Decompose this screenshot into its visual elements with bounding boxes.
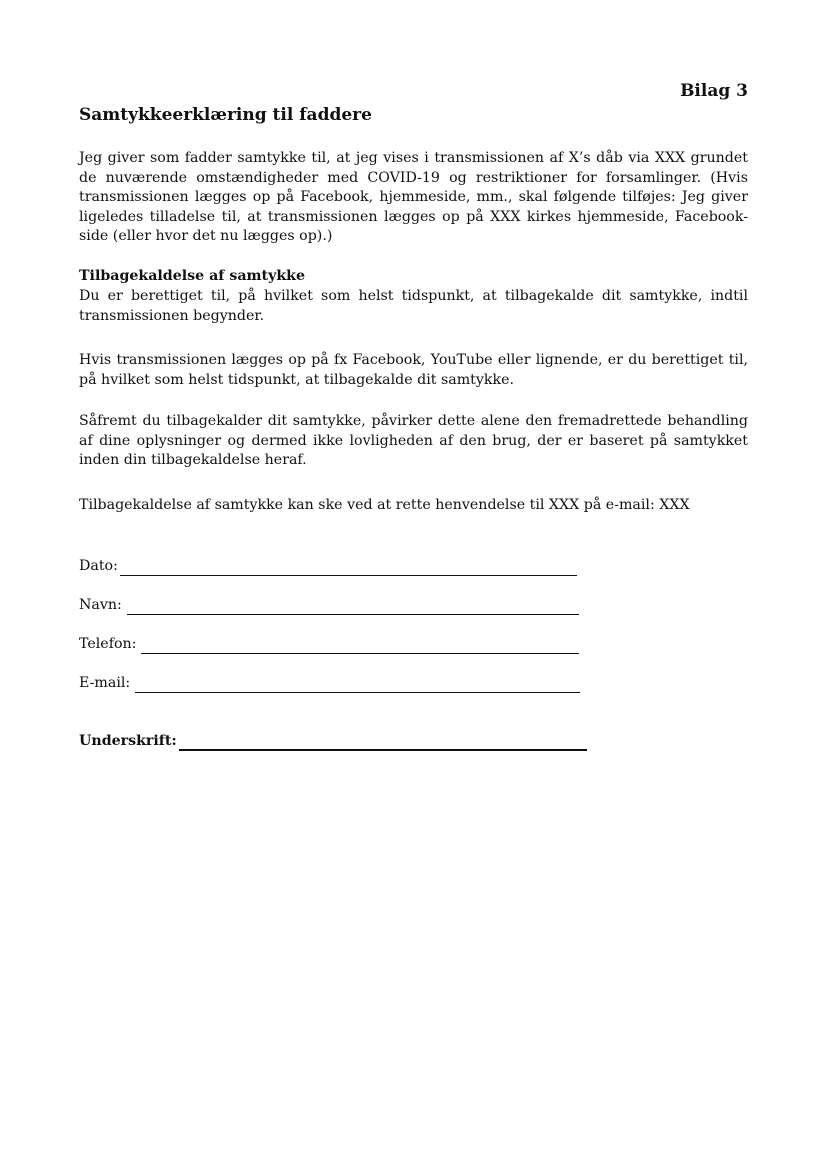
email-field-row <box>79 673 580 693</box>
signature-line[interactable] <box>179 735 587 751</box>
withdrawal-paragraph: Du er berettiget til, på hvilket som helst tidspunkt, at tilbagekalde dit samtykke, indtil transmissionen begynder. <box>79 288 748 324</box>
consent-paragraph: Jeg giver som fadder samtykke til, at jeg vises i transmissionen af X’s dåb via XXX grundet de nuværende omstændigheder med COVID-19 og restriktioner for forsamlinger. (Hvis transmissionen lægges op på Facebook, hjemmeside, mm., skal følgende tilføjes: Jeg giver ligeledes tilladelse til, at transmissionen lægges op på XXX kirkes hjemmeside, Facebook-side (eller hvor det nu lægges op).) <box>79 150 748 245</box>
withdrawal-effect-paragraph: Såfremt du tilbagekalder dit samtykke, påvirker dette alene den fremadrettede behandling af dine oplysninger og dermed ikke lovligheden af den brug, der er baseret på samtykket inden din tilbagekaldelse heraf. <box>79 413 748 469</box>
document-title: Samtykkeerklæring til faddere <box>79 105 372 125</box>
name-label: Navn: <box>79 597 122 613</box>
email-line[interactable] <box>135 678 580 693</box>
name-line[interactable] <box>127 600 579 615</box>
phone-label: Telefon: <box>79 636 137 652</box>
date-label: Dato: <box>79 558 118 574</box>
signature-label: Underskrift: <box>79 733 177 749</box>
phone-field-row <box>79 634 579 654</box>
withdrawal-contact-paragraph: Tilbagekaldelse af samtykke kan ske ved at rette henvendelse til XXX på e-mail: XXX <box>79 497 690 513</box>
date-line[interactable] <box>120 561 577 576</box>
phone-line[interactable] <box>141 639 579 654</box>
online-withdrawal-paragraph: Hvis transmissionen lægges op på fx Facebook, YouTube eller lignende, er du berettiget til, på hvilket som helst tidspunkt, at tilbagekalde dit samtykke. <box>79 352 748 388</box>
signature-field-row <box>79 731 587 751</box>
name-field-row <box>79 595 579 615</box>
email-label: E-mail: <box>79 675 131 691</box>
appendix-label: Bilag 3 <box>680 81 748 101</box>
withdrawal-heading: Tilbagekaldelse af samtykke <box>79 268 306 284</box>
document-page <box>79 0 748 1170</box>
date-field-row <box>79 556 577 576</box>
